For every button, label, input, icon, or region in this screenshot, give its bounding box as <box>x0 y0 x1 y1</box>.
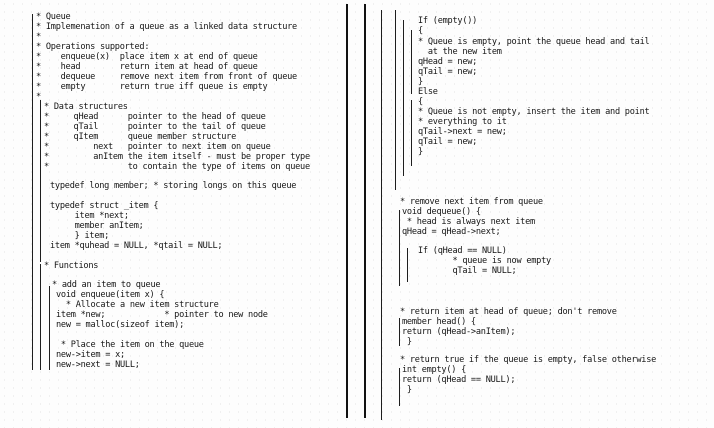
code-line-1: * Queue <box>36 12 71 22</box>
code-line-36: new->next = NULL; <box>56 360 140 370</box>
code-line-18: typedef long member; * storing longs on this queue <box>50 181 297 191</box>
then-block-bar <box>411 30 412 94</box>
dequeue-block-bar <box>399 210 400 286</box>
code-line-r36: int empty() { <box>402 365 467 375</box>
code-line-6: * head return item at head of queue <box>36 62 258 72</box>
enqueue-continuation-bar <box>395 10 396 190</box>
code-line-30: * Allocate a new item structure <box>56 300 219 310</box>
code-line-3: * <box>36 32 41 42</box>
code-line-34: * Place the item on the queue <box>56 340 204 350</box>
code-line-r8: Else <box>418 87 438 97</box>
code-line-r5: qHead = new; <box>418 57 478 67</box>
code-line-29: void enqueue(item x) { <box>56 290 165 300</box>
code-line-10: * Data structures <box>44 102 128 112</box>
data-structures-block-bar <box>40 100 41 262</box>
code-line-r21: * head is always next item <box>402 217 535 227</box>
code-line-23: } item; <box>50 231 110 241</box>
head-block-bar <box>399 318 400 346</box>
code-line-4: * Operations supported: <box>36 42 150 52</box>
code-line-r32: return (qHead->anItem); <box>402 327 516 337</box>
code-line-15: * anItem the item itself - must be proper type <box>44 152 310 162</box>
code-line-r24: If (qHead == NULL) <box>418 246 507 256</box>
code-line-26: * Functions <box>44 261 99 271</box>
code-line-35: new->item = x; <box>56 350 125 360</box>
code-line-r35: * return true if the queue is empty, false otherwise <box>400 355 657 365</box>
code-line-r26: qTail = NULL; <box>418 266 517 276</box>
code-line-r7: } <box>418 77 423 87</box>
code-line-22: member anItem; <box>50 221 144 231</box>
code-line-20: typedef struct _item { <box>50 201 159 211</box>
code-line-31: item *new; * pointer to new node <box>56 310 268 320</box>
functions-block-bar <box>40 264 41 370</box>
code-line-r33: } <box>402 337 412 347</box>
code-line-r10: * Queue is not empty, insert the item and point <box>418 107 650 117</box>
code-line-5: * enqueue(x) place item x at end of queue <box>36 52 258 62</box>
enqueue-continuation-bar-outer <box>381 10 382 420</box>
left-code-column <box>0 0 345 428</box>
code-line-r14: } <box>418 147 423 157</box>
code-line-r13: qTail = new; <box>418 137 478 147</box>
enqueue-block-bar <box>49 286 50 370</box>
code-line-r9: { <box>418 97 423 107</box>
code-line-r31: member head() { <box>402 317 476 327</box>
right-code-column <box>370 0 714 428</box>
else-block-bar <box>411 100 412 166</box>
code-line-r3: * Queue is empty, point the queue head and tail <box>418 37 650 47</box>
code-line-13: * qItem queue member structure <box>44 132 237 142</box>
code-line-32: new = malloc(sizeof item); <box>56 320 185 330</box>
code-line-11: * qHead pointer to the head of queue <box>44 112 266 122</box>
code-line-r19: * remove next item from queue <box>400 197 543 207</box>
code-line-r12: qTail->next = new; <box>418 127 507 137</box>
code-line-r11: * everything to it <box>418 117 507 127</box>
code-line-12: * qTail pointer to the tail of queue <box>44 122 266 132</box>
empty-block-bar <box>399 368 400 406</box>
if-block-bar <box>403 20 404 176</box>
code-line-r6: qTail = new; <box>418 67 478 77</box>
code-line-r4: at the new item <box>418 47 502 57</box>
code-line-r38: } <box>402 385 412 395</box>
code-line-r25: * queue is now empty <box>418 256 551 266</box>
code-line-r37: return (qHead == NULL); <box>402 375 516 385</box>
code-line-21: item *next; <box>50 211 129 221</box>
column-divider-left <box>346 4 348 418</box>
column-divider-right <box>364 4 366 418</box>
code-line-16: * to contain the type of items on queue <box>44 162 310 172</box>
code-line-9: * <box>36 92 41 102</box>
code-line-8: * empty return true iff queue is empty <box>36 82 268 92</box>
outer-block-bar <box>32 14 33 370</box>
code-line-r22: qHead = qHead->next; <box>402 227 501 237</box>
code-line-r1: If (empty()) <box>418 16 478 26</box>
code-line-28: * add an item to queue <box>52 280 161 290</box>
code-line-r2: { <box>418 26 423 36</box>
code-line-14: * next pointer to next item on queue <box>44 142 271 152</box>
code-line-r20: void dequeue() { <box>402 207 481 217</box>
code-line-24: item *quhead = NULL, *qtail = NULL; <box>50 241 223 251</box>
code-line-2: * Implemenation of a queue as a linked data structure <box>36 22 297 32</box>
code-line-7: * dequeue remove next item from front of queue <box>36 72 297 82</box>
code-line-r30: * return item at head of queue; don't remove <box>400 307 617 317</box>
dequeue-if-bar <box>407 248 408 282</box>
